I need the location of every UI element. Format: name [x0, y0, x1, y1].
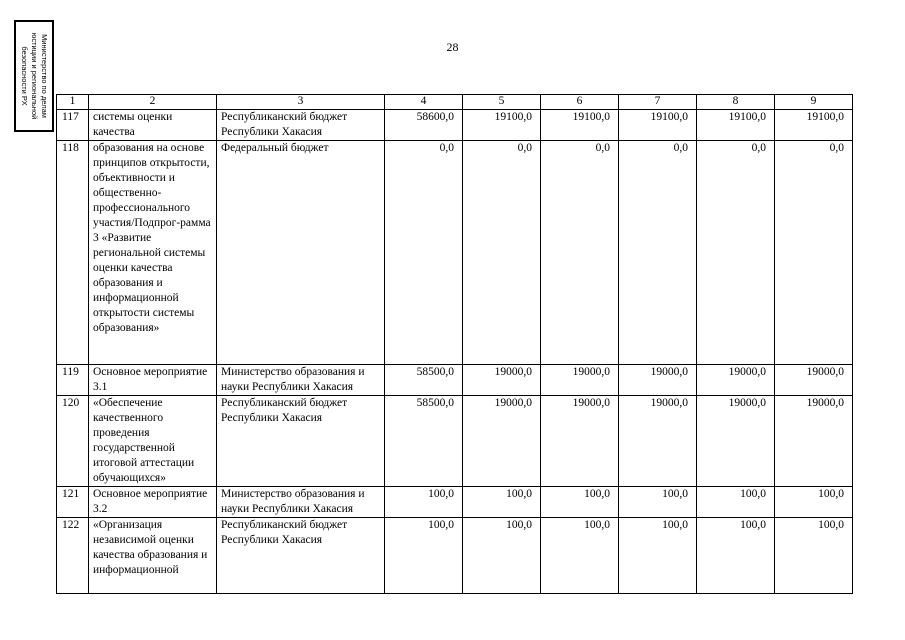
row-value: 100,0: [619, 487, 697, 518]
column-header: 5: [463, 95, 541, 110]
row-value: 0,0: [619, 141, 697, 365]
row-value: 100,0: [463, 487, 541, 518]
column-header: 8: [697, 95, 775, 110]
stamp-line: безопасности РХ: [20, 46, 29, 106]
row-value: 100,0: [463, 518, 541, 594]
row-source: Республиканский бюджет Республики Хакасия: [217, 518, 385, 594]
row-value: 19000,0: [463, 365, 541, 396]
row-value: 0,0: [541, 141, 619, 365]
row-value: 100,0: [775, 518, 853, 594]
column-header: 4: [385, 95, 463, 110]
row-source: Министерство образования и науки Республики Хакасия: [217, 487, 385, 518]
row-name: Основное мероприятие 3.1: [89, 365, 217, 396]
row-value: 100,0: [541, 487, 619, 518]
row-number: 118: [57, 141, 89, 365]
stamp-text: [19, 22, 49, 130]
row-name: Основное мероприятие 3.2: [89, 487, 217, 518]
row-value: 100,0: [697, 487, 775, 518]
row-source: Федеральный бюджет: [217, 141, 385, 365]
row-name: системы оценки качества: [89, 110, 217, 141]
row-value: 0,0: [385, 141, 463, 365]
row-value: 19100,0: [697, 110, 775, 141]
row-number: 122: [57, 518, 89, 594]
row-value: 100,0: [385, 518, 463, 594]
row-value: 19100,0: [775, 110, 853, 141]
budget-table: [56, 94, 853, 594]
row-value: 100,0: [697, 518, 775, 594]
row-value: 100,0: [385, 487, 463, 518]
row-number: 117: [57, 110, 89, 141]
row-name: «Организация независимой оценки качества образования и информационной: [89, 518, 217, 594]
row-source: Республиканский бюджет Республики Хакасия: [217, 110, 385, 141]
row-value: 100,0: [541, 518, 619, 594]
column-header: 1: [57, 95, 89, 110]
registration-stamp: [14, 20, 54, 132]
row-value: 100,0: [619, 518, 697, 594]
row-value: 100,0: [775, 487, 853, 518]
header-row: [57, 95, 853, 110]
row-value: 58500,0: [385, 396, 463, 487]
row-value: 19000,0: [463, 396, 541, 487]
column-header: 3: [217, 95, 385, 110]
table-row: [57, 518, 853, 594]
row-source: Республиканский бюджет Республики Хакасия: [217, 396, 385, 487]
row-value: 19000,0: [619, 365, 697, 396]
stamp-line: Министерство по делам: [40, 34, 49, 118]
table-row: [57, 396, 853, 487]
row-value: 19000,0: [697, 365, 775, 396]
column-header: 7: [619, 95, 697, 110]
row-value: 19000,0: [775, 365, 853, 396]
row-value: 19000,0: [541, 396, 619, 487]
row-number: 119: [57, 365, 89, 396]
row-source: Министерство образования и науки Республики Хакасия: [217, 365, 385, 396]
table-row: [57, 110, 853, 141]
row-value: 19000,0: [775, 396, 853, 487]
column-header: 9: [775, 95, 853, 110]
row-name: образования на основе принципов открытости, объективности и общественно-профессионального участия/Подпрог-рамма 3 «Развитие региональной системы оценки качества образования и информационной открытости системы образования»: [89, 141, 217, 365]
row-value: 19100,0: [619, 110, 697, 141]
row-value: 58600,0: [385, 110, 463, 141]
row-value: 0,0: [463, 141, 541, 365]
row-value: 0,0: [697, 141, 775, 365]
row-value: 19100,0: [541, 110, 619, 141]
page-number: 28: [446, 40, 459, 54]
row-number: 120: [57, 396, 89, 487]
row-number: 121: [57, 487, 89, 518]
row-value: 58500,0: [385, 365, 463, 396]
row-value: 19000,0: [541, 365, 619, 396]
column-header: 2: [89, 95, 217, 110]
row-value: 0,0: [775, 141, 853, 365]
stamp-line: юстиции и региональной: [30, 32, 39, 120]
table-row: [57, 365, 853, 396]
table-row: [57, 487, 853, 518]
row-value: 19100,0: [463, 110, 541, 141]
row-value: 19000,0: [619, 396, 697, 487]
table-row: [57, 141, 853, 365]
row-value: 19000,0: [697, 396, 775, 487]
row-name: «Обеспечение качественного проведения государственной итоговой аттестации обучающихся»: [89, 396, 217, 487]
column-header: 6: [541, 95, 619, 110]
